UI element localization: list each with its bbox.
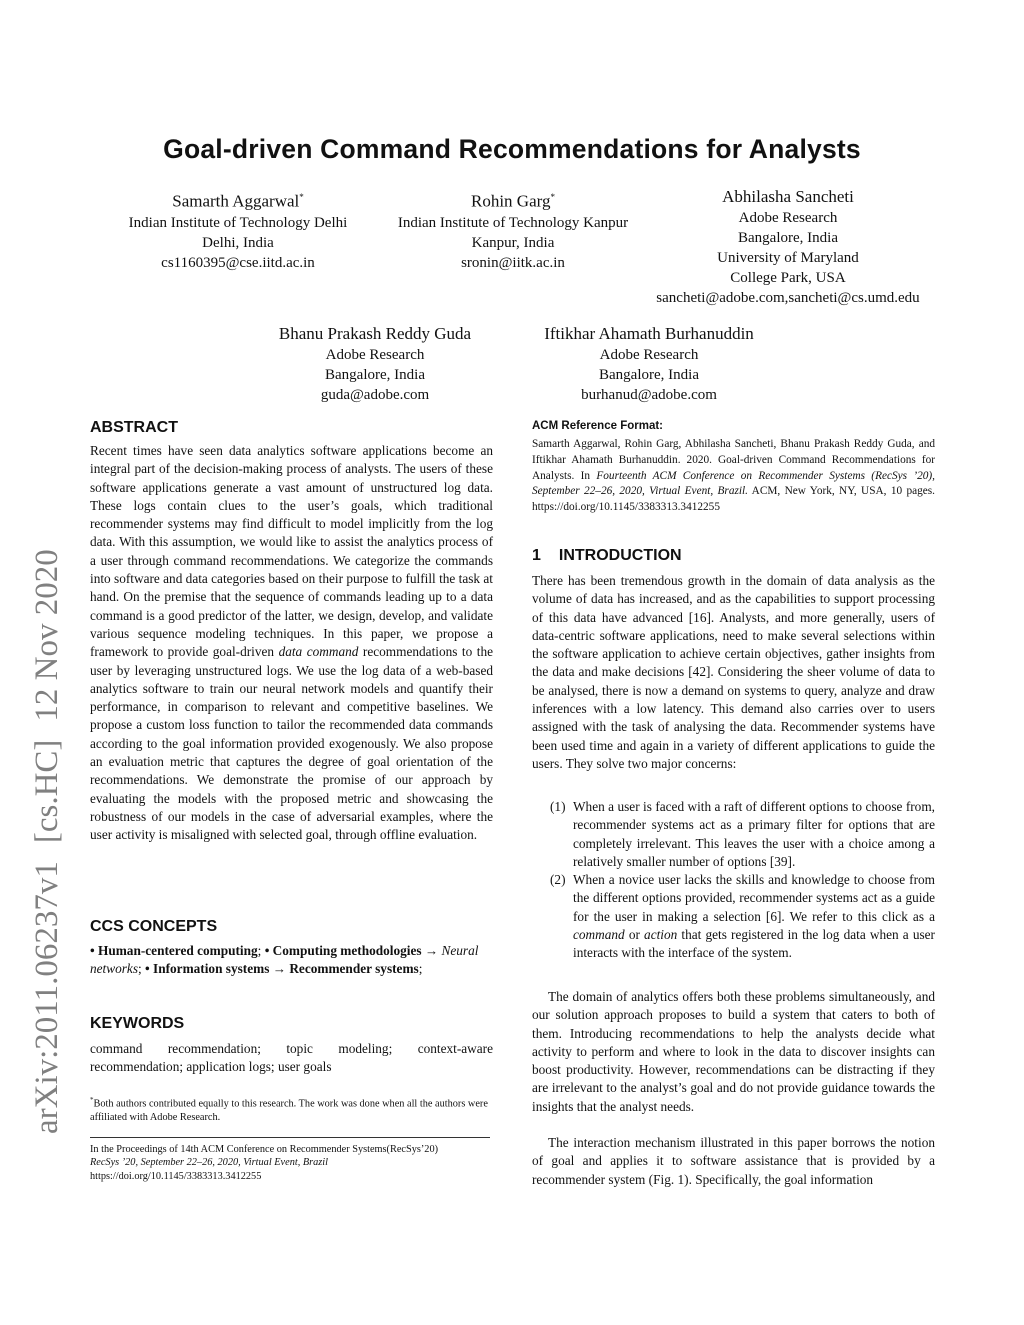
author-affiliation: Adobe Research — [325, 347, 425, 363]
emphasis: data command — [278, 644, 359, 660]
author-block — [374, 186, 652, 273]
author-location: Bangalore, India — [738, 230, 838, 246]
author-email: burhanud@adobe.com — [581, 387, 717, 403]
abstract-heading: ABSTRACT — [90, 419, 178, 436]
author-affiliation: Adobe Research — [599, 347, 699, 363]
author-location-2: College Park, USA — [730, 270, 846, 286]
acm-ref-body: Samarth Aggarwal, Rohin Garg, Abhilasha Sancheti, Bhanu Prakash Reddy Guda, and Iftikhar Ahamath Burhanuddin. 2020. Goal-driven Command Recommendations for Analysts. In Fourteenth ACM Conference on Recommender Systems (RecSys ’20), September 22–26, 2020, Virtual Event, Brazil. ACM, New York, NY, USA, 10 pages. https://doi.org/10.1145/3383313.3412255 — [532, 438, 935, 514]
author-affiliation: Adobe Research — [738, 210, 838, 226]
keywords-body: command recommendation; topic modeling; context-aware recommendation; application logs; user goals — [90, 1041, 493, 1075]
author-affiliation: Indian Institute of Technology Kanpur — [397, 214, 629, 231]
arxiv-id: arXiv:2011.06237v1 — [29, 861, 65, 1134]
author-affiliation-2: University of Maryland — [717, 250, 859, 266]
author-block — [236, 323, 514, 405]
author-email: sancheti@adobe.com,sancheti@cs.umd.edu — [656, 290, 920, 306]
author-affiliation: Indian Institute of Technology Delhi — [128, 214, 348, 231]
author-location: Kanpur, India — [471, 234, 555, 251]
author-block — [100, 186, 376, 273]
author-email: guda@adobe.com — [320, 387, 430, 403]
ccs-body: • Human-centered computing; • Computing methodologies → Neural networks; • Information systems → Recommender systems; — [90, 943, 479, 977]
author-email: sronin@iitk.ac.in — [461, 254, 565, 271]
author-location: Delhi, India — [202, 234, 274, 251]
author-mark: * — [550, 192, 555, 202]
author-mark: * — [299, 192, 304, 202]
keywords-heading: KEYWORDS — [90, 1015, 185, 1032]
author-location: Bangalore, India — [325, 367, 425, 383]
proceedings-note: In the Proceedings of 14th ACM Conference on Recommender Systems(RecSys’20) RecSys ’20, September 22–26, 2020, Virtual Event, Brazil https://doi.org/10.1145/3383313.3412255 — [90, 1144, 439, 1182]
abstract-body: Recent times have seen data analytics software applications become an integral part of the decision-making process of analysts. The users of these software applications generate a vast amount of unstructured log data. These logs contain clues to the user’s goals, which traditional recommender systems may find difficult to model implicitly from the log data. With this assumption, we would like to assist the analytics process of a user through command recommendations. We categorize the commands into software and data categories based on their purpose to fulfill the task at hand. On the premise that the sequence of commands leading up to a data command is a good predictor of the latter, we design, develop, and validate various sequence modeling techniques. In this paper, we propose a framework to provide goal-driven data command recommendations to the user by leveraging unstructured logs. We use the log data of a web-based analytics software to train our neural network models and quantify their performance, in comparison to relevant and competitive baselines. We propose a custom loss function to tailor the recommended data commands according to the goal information provided exogenously. We also propose an evaluation metric that captures the degree of goal orientation of the recommendations. We demonstrate the promise of our approach by evaluating the models with the proposed metric and showcasing the robustness of our models in the case of adversarial examples, where the user activity is misaligned with selected goal, through offline evaluation. — [90, 443, 493, 843]
concerns-list — [532, 798, 935, 963]
author-name: Abhilasha Sancheti — [722, 187, 854, 206]
author-name: Rohin Garg — [471, 191, 551, 211]
author-name: Bhanu Prakash Reddy Guda — [278, 324, 472, 343]
author-email: cs1160395@cse.iitd.ac.in — [161, 254, 315, 271]
acm-ref-heading: ACM Reference Format: — [532, 420, 663, 432]
arxiv-date: 12 Nov 2020 — [29, 549, 65, 722]
list-item: (2) When a novice user lacks the skills and knowledge to choose from the different options provided, recommender systems act as a guide for the user in making a selection [6]. We refer to this click as a command or action that gets registered in the log data when a user interacts with the interface of the system. — [550, 872, 935, 961]
intro-para-1: There has been tremendous growth in the domain of data analysis as the volume of data has increased, and as the capabilities to support processing of this data have advanced [16]. Analysts, and more generally, users of data-centric software applications, need to make several selections within the software application to achieve certain objectives, gather insights from the data and make decisions [42]. Considering the sheer volume of data to be analysed, there is now a demand on systems to query, analyze and draw inferences with a low latency. This demand also carries over to users assigned with the task of analysing the data. Recommender systems have been used time and again in a variety of different applications to guide the users. They solve two major concerns: — [532, 573, 935, 771]
author-name: Iftikhar Ahamath Burhanuddin — [544, 324, 754, 343]
intro-heading: 1 INTRODUCTION — [532, 547, 682, 564]
footnote-rule — [90, 1137, 490, 1138]
paper-title: Goal-driven Command Recommendations for Analysts — [163, 134, 861, 164]
intro-para-3: The interaction mechanism illustrated in this paper borrows the notion of goal and applies it to software assistance that is provided by a recommender system (Fig. 1). Specifically, the goal information — [532, 1135, 935, 1187]
intro-para-2: The domain of analytics offers both these problems simultaneously, and our solution approach proposes to build a system that caters to both of them. Introducing recommendations to help the analysts decide what activity to perform and where to look in the data to discover insights can boost productivity. However, recommendations can be distracting if they are irrelevant to the analyst’s goal and do not provide guidance towards the insights that the analyst needs. — [532, 989, 935, 1114]
ccs-heading: CCS CONCEPTS — [90, 918, 218, 935]
list-item: (1) When a user is faced with a raft of different options to choose from, recommender systems act as a primary filter for options that are completely irrelevant. This leaves the user with a choice among a relatively smaller number of options [39]. — [550, 799, 935, 869]
arxiv-category: [cs.HC] — [29, 739, 65, 844]
footnote: *Both authors contributed equally to this research. The work was done when all the authors were affiliated with Adobe Research. — [90, 1096, 488, 1123]
author-block — [508, 323, 790, 405]
author-block — [648, 186, 928, 308]
arxiv-identifier — [22, 344, 72, 1134]
author-name: Samarth Aggarwal — [172, 191, 300, 211]
author-location: Bangalore, India — [599, 367, 699, 383]
